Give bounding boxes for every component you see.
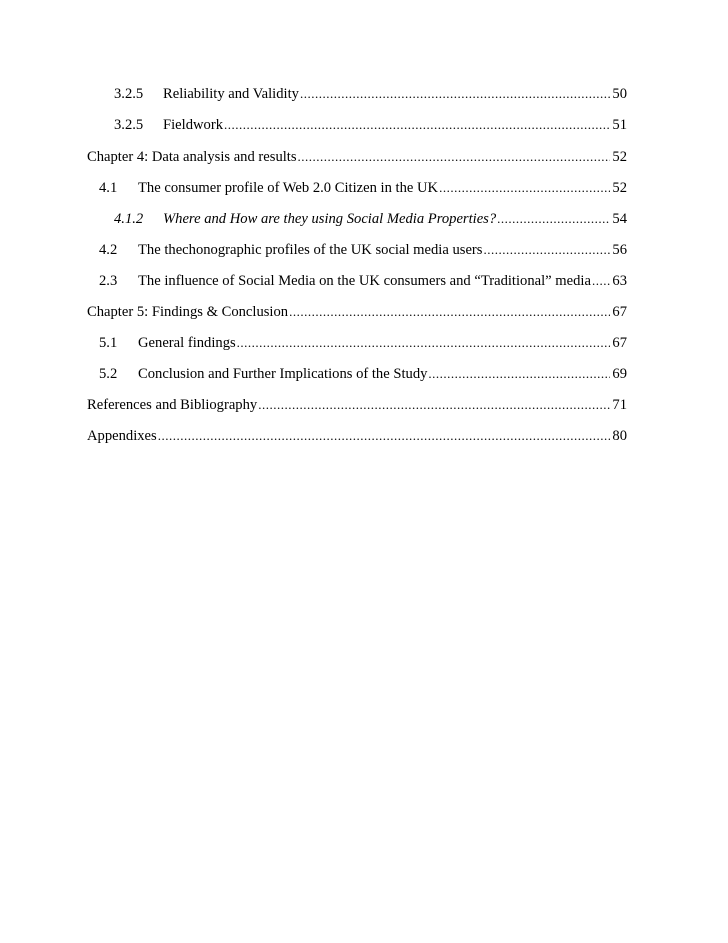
toc-entry-page: 50 (612, 86, 627, 102)
toc-entry-title: General findings (138, 335, 236, 351)
toc-entry[interactable] (0, 364, 728, 384)
toc-entry-number: 4.1.2 (114, 211, 144, 227)
toc-entry[interactable] (0, 240, 728, 260)
toc-entry-number: 5.1 (99, 335, 118, 351)
toc-entry[interactable] (0, 302, 728, 322)
toc-entry-title: References and Bibliography (87, 397, 258, 413)
toc-entry-title: The thechonographic profiles of the UK social media users (138, 242, 483, 258)
toc-dot-leader (300, 84, 610, 104)
toc-entry[interactable] (0, 147, 728, 167)
toc-dot-leader (592, 271, 610, 291)
toc-entry[interactable] (0, 395, 728, 415)
toc-entry-title: Conclusion and Further Implications of the Study (138, 366, 428, 382)
toc-entry-page: 51 (612, 117, 627, 133)
toc-dot-leader (439, 178, 610, 198)
toc-entry-title: Appendixes (87, 428, 157, 444)
toc-dot-leader (428, 364, 610, 384)
toc-entry-number: 2.3 (99, 273, 118, 289)
toc-entry-number: 3.2.5 (114, 117, 144, 133)
toc-entry-page: 56 (612, 242, 627, 258)
toc-entry-page: 52 (612, 149, 627, 165)
toc-entry-number: 3.2.5 (114, 86, 144, 102)
toc-entry-title: Fieldwork (163, 117, 223, 133)
toc-entry[interactable] (0, 84, 728, 104)
toc-dot-leader (224, 115, 610, 135)
toc-dot-leader (483, 240, 610, 260)
toc-entry-number: 4.2 (99, 242, 118, 258)
toc-entry-title: Reliability and Validity (163, 86, 299, 102)
toc-entry[interactable] (0, 271, 728, 291)
toc-entry-title: The consumer profile of Web 2.0 Citizen in the UK (138, 180, 439, 196)
toc-entry-title: Chapter 5: Findings & Conclusion (87, 304, 289, 320)
toc-entry-number: 5.2 (99, 366, 118, 382)
toc-entry[interactable] (0, 115, 728, 135)
toc-dot-leader (237, 333, 611, 353)
toc-entry-page: 63 (612, 273, 627, 289)
toc-dot-leader (298, 147, 611, 167)
toc-entry-title: The influence of Social Media on the UK consumers and “Traditional” media (138, 273, 591, 289)
toc-entry-page: 67 (612, 304, 627, 320)
toc-dot-leader (497, 209, 610, 229)
toc-dot-leader (258, 395, 610, 415)
toc-entry[interactable] (0, 209, 728, 229)
toc-entry-page: 67 (612, 335, 627, 351)
toc-entry-title: Chapter 4: Data analysis and results (87, 149, 297, 165)
toc-entry-page: 52 (612, 180, 627, 196)
toc-entry[interactable] (0, 333, 728, 353)
toc-entry-page: 71 (612, 397, 627, 413)
toc-entry-title: Where and How are they using Social Media Properties? (163, 211, 497, 227)
toc-entry-page: 80 (612, 428, 627, 444)
toc-dot-leader (158, 426, 611, 446)
toc-entry-page: 69 (612, 366, 627, 382)
toc-dot-leader (289, 302, 610, 322)
toc-entry-number: 4.1 (99, 180, 118, 196)
toc-entry-page: 54 (612, 211, 627, 227)
toc-entry[interactable] (0, 426, 728, 446)
toc-entry[interactable] (0, 178, 728, 198)
